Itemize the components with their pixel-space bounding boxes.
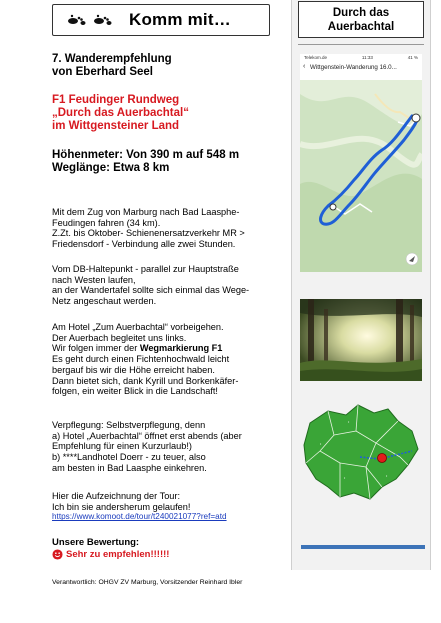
header-title: Komm mit… [129, 10, 231, 29]
phone-screenshot [300, 54, 422, 272]
paragraph-line: Empfehlung für einen Kurzurlaub!) [52, 441, 192, 452]
paragraph-line [52, 343, 238, 354]
paragraph-line: Der Auerbach begleitet uns links. [52, 332, 187, 343]
paragraph-line: Am Hotel „Zum Auerbachtal“ vorbeigehen. [52, 322, 224, 332]
paragraph-line: folgen, ein weiter Blick in die Landschaft! [52, 386, 218, 397]
svg-text:•: • [386, 474, 388, 478]
paragraph-line: Netz angeschaut werden. [52, 296, 157, 307]
footprints-icon [67, 14, 115, 26]
sidebar-bottom-bar [301, 545, 425, 549]
paragraph-text: Wir folgen immer der [52, 343, 140, 354]
header-box [52, 4, 270, 36]
elevation-line: Höhenmeter: Von 390 m auf 548 m [52, 149, 240, 161]
rating-text: Sehr zu empfehlen!!!!!! [66, 549, 170, 560]
rating-line [52, 549, 169, 560]
smiley-icon [52, 549, 63, 560]
sidebar-divider [298, 44, 424, 45]
svg-text:•: • [344, 476, 346, 480]
trail-marking: Wegmarkierung F1 [139, 343, 223, 354]
svg-text:•: • [348, 420, 350, 424]
route-stats [52, 149, 239, 175]
paragraph-line: bergauf bis wir die Höhe erreicht haben. [52, 364, 215, 375]
status-time: 11:33 [361, 55, 373, 60]
paragraph-line: Hier die Aufzeichnung der Tour: [52, 491, 181, 501]
sidebar-title [298, 1, 424, 38]
recommendation-heading [52, 53, 172, 79]
paragraph-line: Verpflegung: Selbstverpflegung, denn [52, 420, 206, 430]
route-paragraph [52, 322, 238, 397]
route-map [300, 54, 422, 272]
paragraph-line: Z.Zt. bis Oktober- Schienenersatzverkehr MR > [52, 228, 245, 239]
forest-photo [300, 299, 422, 381]
route-name [52, 94, 189, 133]
paragraph-line: Es geht durch einen Fichtenhochwald leicht [52, 354, 230, 365]
route-line: „Durch das Auerbachtal“ [52, 107, 189, 119]
status-carrier: Telekom.de [304, 55, 328, 60]
heading-line: von Eberhard Seel [52, 66, 153, 78]
paragraph-line: am besten in Bad Laasphe einkehren. [52, 462, 207, 473]
paragraph-line: Feudingen fahren (34 km). [52, 217, 161, 228]
sidebar-title-line2: Auerbachtal [327, 21, 395, 33]
food-paragraph [52, 420, 242, 474]
arrival-paragraph [52, 207, 245, 250]
start-paragraph [52, 264, 249, 307]
phone-status-bar [304, 55, 418, 60]
heading-line: 7. Wanderempfehlung [52, 53, 172, 65]
paragraph-line: Ich bin sie andersherum gelaufen! [52, 501, 191, 512]
footer-responsible: Verantwortlich: OHGV ZV Marburg, Vorsitzender Reinhard Ibler [52, 579, 243, 586]
paragraph-line: an der Wandertafel sollte sich einmal das Wege- [52, 285, 250, 296]
svg-text:•: • [320, 442, 322, 446]
paragraph-line: a) Hotel „Auerbachtal“ öffnet erst abends (aber [52, 430, 242, 441]
komoot-tour-link[interactable]: https://www.komoot.de/tour/t240021077?ref=atd [52, 512, 227, 522]
paragraph-line: Vom DB-Haltepunkt - parallel zur Hauptstraße [52, 264, 239, 274]
paragraph-line: Friedensdorf - Verbindung alle zwei Stunden. [52, 239, 236, 250]
phone-route-title: Wittgenstein-Wanderung 16.0... [310, 64, 397, 71]
paragraph-line: b) ****Landhotel Doerr - zu teuer, also [52, 452, 206, 463]
paragraph-line: nach Westen laufen, [52, 274, 136, 285]
status-battery: 41 % [407, 55, 418, 60]
route-line: im Wittgensteiner Land [52, 120, 180, 132]
tour-record-paragraph [52, 491, 227, 523]
paragraph-line: Dann bietet sich, dank Kyrill und Borkenkäfer- [52, 375, 239, 386]
back-arrow-icon[interactable]: ‹ [303, 63, 306, 70]
distance-line: Weglänge: Etwa 8 km [52, 162, 170, 174]
region-map [300, 401, 422, 503]
sidebar-title-line1: Durch das [332, 7, 390, 19]
route-line: F1 Feudinger Rundweg [52, 94, 180, 106]
rating-heading: Unsere Bewertung: [52, 537, 140, 548]
paragraph-line: Mit dem Zug von Marburg nach Bad Laasphe- [52, 207, 240, 217]
